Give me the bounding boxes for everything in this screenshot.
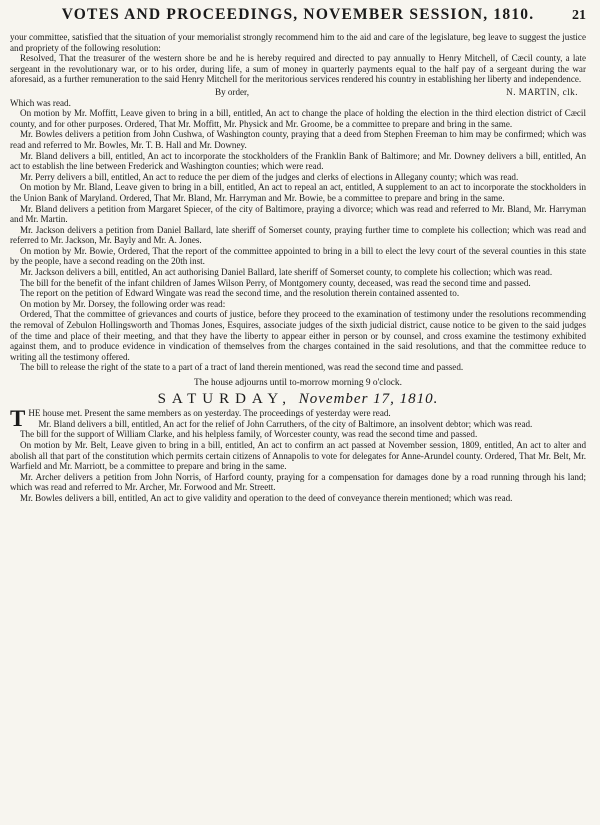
paragraph: Mr. Jackson delivers a bill, entitled, An act authorising Daniel Ballard, late sheriff of Somerset county, to complete his collection; which was read. [20, 267, 553, 278]
order-paragraph: Ordered, That the committee of grievances and courts of justice, before they proceed to the examination of testimony under the resolutions recommending the removal of Zebulon Hollingsworth and Thomas Jones, Esquires, associate judges of the sixth judicial district, cause notice to be given to the said judges of the time and place of their meeting, and that they have the liberty to appear either in person or by counsel, and cross examine the testimony exhibited against them, and to produce evidence in vindication of themselves from the charges contained in the said resolutions, and that the committee reduce to writing all the testimony offered. [10, 309, 586, 362]
paragraph: Which was read. [10, 97, 71, 108]
paragraph: The bill for the benefit of the infant children of James Wilson Perry, of Montgomery county, deceased, was read the second time and passed. [20, 277, 531, 288]
date-heading-day: SATURDAY, [157, 390, 293, 407]
opening-paragraph-text: HE house met. Present the same members as on yesterday. The proceedings of yesterday were read. [28, 408, 391, 419]
paragraph: Mr. Bowles delivers a bill, entitled, An act to give validity and operation to the deed of conveyance therein mentioned; which was read. [20, 492, 513, 503]
date-heading [10, 390, 586, 407]
paragraph: On motion by Mr. Belt, Leave given to bring in a bill, entitled, An act to confirm an act passed at November session, 1809, entitled, An act to alter and abolish all that part of the constitution which permits certain citizens of Annapolis to vote for delegates for Anne-Arundel county. Ordered, That Mr. Belt, Mr. Warfield and Mr. Marriott, be a committee to prepare and bring in the same. [10, 439, 586, 472]
running-head: VOTES AND PROCEEDINGS, NOVEMBER SESSION, 1810. [61, 6, 535, 23]
page-header [10, 6, 586, 32]
paragraph: Mr. Bowles delivers a petition from John Cushwa, of Washington county, praying that a deed from Stephen Freeman to him may be confirmed; which was read and referred to Mr. Bowles, Mr. T. B. Hall and Mr. Downey. [10, 129, 586, 150]
paragraph: Mr. Perry delivers a bill, entitled, An act to reduce the per diem of the judges and clerks of elections in Allegany county; which was read. [20, 171, 519, 182]
paragraph: Mr. Bland delivers a petition from Margaret Spiecer, of the city of Baltimore, praying a divorce; which was read and referred to Mr. Bland, Mr. Harryman and Mr. Martin. [10, 203, 586, 225]
paragraph: On motion by Mr. Dorsey, the following order was read: [20, 298, 226, 309]
paragraph: Mr. Archer delivers a petition from John Norris, of Harford county, praying for a compensation for damages done by a road running through his land; which was read and referred to Mr. Archer, Mr. Forwood and Mr. Streett. [10, 471, 586, 493]
paragraph: The bill for the support of William Clarke, and his helpless family, of Worcester county, was read the second time and passed. [20, 429, 478, 440]
paragraph: On motion by Mr. Bland, Leave given to bring in a bill, entitled, An act to repeal an act, entitled, A supplement to an act to incorporate the stockholders in the Union Bank of Maryland. Ordered, That Mr. Bland, Mr. Harryman and Mr. Bowie, be a committee to prepare and bring in the same. [10, 182, 586, 203]
resolution-paragraph: Resolved, That the treasurer of the western shore be and he is hereby required and directed to pay annually to Henry Mitchell, of Cæcil county, a late sergeant in the revolutionary war, or to his order, during life, a sum of money in quarterly payments equal to the half pay of a sergeant during the war aforesaid, as a further remuneration to the said Henry Mitchell for the meritorious services rendered his country in establishing her liberty and independence. [10, 53, 586, 85]
paragraph: Mr. Jackson delivers a petition from Daniel Ballard, late sheriff of Somerset county, praying further time to complete his collection; which was read and referred to Mr. Jackson, Mr. Bayly and Mr. A. Jones. [10, 224, 586, 246]
paragraph: your committee, satisfied that the situation of your memorialist strongly recommend him to the aid and care of the legislature, beg leave to suggest the justice and propriety of the following resolution: [10, 32, 586, 53]
drop-cap: T [10, 406, 26, 432]
clerk-signature: N. MARTIN, clk. [506, 86, 578, 97]
paragraph: The bill to release the right of the state to a part of a tract of land therein mentioned, was read the second time and passed. [20, 362, 464, 373]
signature-line [10, 87, 586, 98]
paragraph: Mr. Bland delivers a bill, entitled, An act for the relief of John Carruthers, of the city of Baltimore, an insolvent debtor; which was read. [38, 418, 533, 429]
page-body [10, 32, 586, 504]
by-order-text: By order, [215, 86, 249, 97]
paragraph: On motion by Mr. Moffitt, Leave given to bring in a bill, entitled, An act to change the place of holding the election in the third election district of Cæcil county, and for other purposes. Ordered, That Mr. Moffitt, Mr. Physick and Mr. Groome, be a committee to prepare and bring in the same. [10, 108, 586, 129]
paragraph: On motion by Mr. Bowie, Ordered, That the report of the committee appointed to bring in a bill to elect the levy court of the several counties in this state by the people, have a second reading on the 20th inst. [10, 245, 586, 267]
page-number: 21 [572, 8, 586, 23]
paragraph: The report on the petition of Edward Wingate was read the second time, and the resolution therein contained assented to. [20, 288, 460, 299]
date-heading-date: November 17, 1810. [298, 390, 439, 407]
paragraph: Mr. Bland delivers a bill, entitled, An act to incorporate the stockholders of the Franklin Bank of Baltimore; and Mr. Downey delivers a bill, entitled, An act to establish the line between Frederick and Washington counties; which were read. [10, 150, 586, 172]
adjournment-line: The house adjourns until to-morrow morning 9 o'clock. [194, 378, 402, 388]
